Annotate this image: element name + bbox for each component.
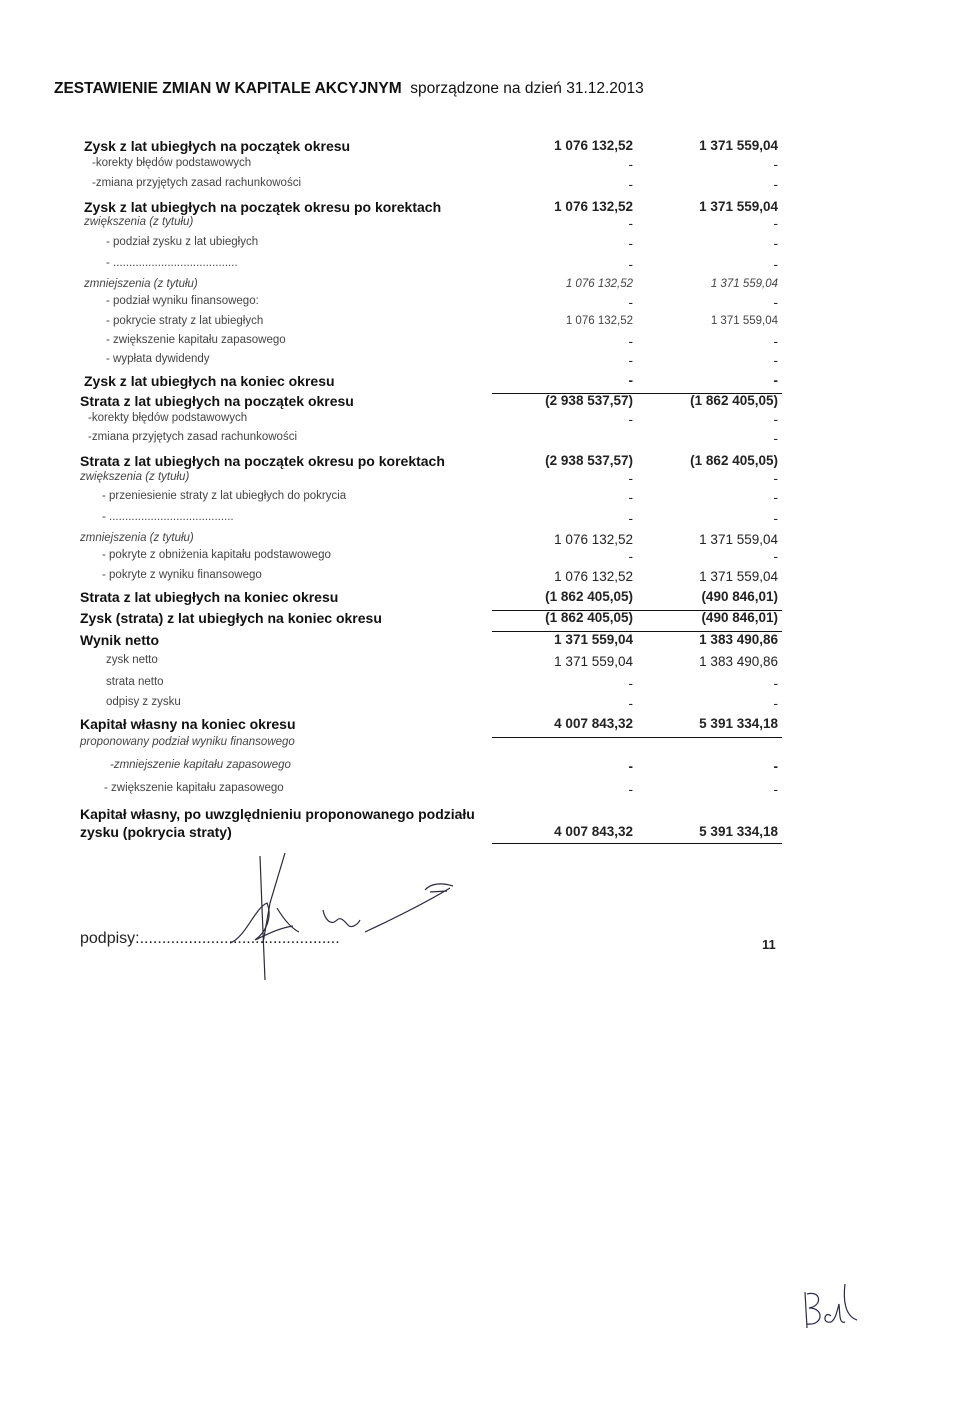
value-2013: - — [628, 676, 633, 691]
value-2013: 1 076 132,52 — [565, 278, 633, 290]
value-2013: (2 938 537,57) — [545, 453, 633, 468]
row-label: Kapitał własny na koniec okresu — [80, 716, 296, 732]
table-row — [0, 373, 960, 395]
table-row — [0, 759, 960, 781]
value-2012: 5 391 334,18 — [699, 716, 778, 731]
value-2013: - — [628, 782, 633, 797]
value-2013: - — [628, 549, 633, 564]
value-2012: 5 391 334,18 — [699, 824, 778, 839]
table-row — [0, 654, 960, 676]
row-label: - pokryte z obniżenia kapitału podstawowego — [102, 549, 331, 561]
value-2012: - — [773, 490, 778, 505]
table-row — [0, 782, 960, 804]
table-row — [0, 157, 960, 179]
value-2013: - — [628, 236, 633, 251]
value-2012: - — [773, 471, 778, 486]
row-label: - przeniesienie straty z lat ubiegłych do pokrycia — [102, 490, 347, 502]
value-2013: - — [628, 696, 633, 711]
value-2013: - — [628, 177, 633, 192]
value-2013: (1 862 405,05) — [545, 589, 633, 604]
table-row — [0, 490, 960, 512]
table-row — [0, 236, 960, 258]
value-2012: 1 383 490,86 — [699, 632, 778, 647]
table-row — [0, 716, 960, 738]
value-2013: - — [628, 511, 633, 526]
value-2012: 1 371 559,04 — [699, 569, 778, 584]
row-label: - podział wyniku finansowego: — [106, 295, 259, 307]
row-label: -zmniejszenie kapitału zapasowego — [110, 759, 291, 771]
value-2012: 1 383 490,86 — [699, 654, 778, 669]
handwritten-signature — [225, 848, 455, 988]
value-2013: - — [628, 373, 633, 388]
row-label: strata netto — [106, 676, 164, 688]
row-label: - wypłata dywidendy — [106, 353, 210, 365]
value-2013: (1 862 405,05) — [545, 610, 633, 625]
value-2012: (1 862 405,05) — [690, 393, 778, 408]
signature-label: podpisy:............................................. — [80, 930, 340, 947]
row-label: Strata z lat ubiegłych na koniec okresu — [80, 589, 339, 605]
initials-mark — [795, 1280, 865, 1340]
row-label: Zysk z lat ubiegłych na początek okresu po korektach — [84, 199, 442, 215]
value-2012: 1 371 559,04 — [710, 278, 778, 290]
value-2012: - — [773, 295, 778, 310]
row-label: odpisy z zysku — [106, 696, 181, 708]
value-2013: - — [628, 295, 633, 310]
row-label: zysku (pokrycia straty) — [80, 824, 232, 840]
row-label: zysk netto — [106, 654, 158, 666]
underline-kapital-koniec — [492, 737, 782, 738]
table-row — [0, 610, 960, 632]
value-2013: 1 076 132,52 — [565, 315, 633, 327]
row-label: Strata z lat ubiegłych na początek okresu — [80, 393, 354, 409]
row-label: Zysk z lat ubiegłych na początek okresu — [84, 138, 351, 154]
value-2013: 1 076 132,52 — [554, 199, 633, 214]
value-2013: 1 076 132,52 — [554, 138, 633, 153]
value-2013: - — [628, 353, 633, 368]
value-2013: - — [628, 412, 633, 427]
row-label: - ....................................... — [102, 511, 234, 523]
underline-zysk-koniec — [492, 393, 782, 394]
value-2013: - — [628, 216, 633, 231]
table-row — [0, 549, 960, 571]
table-row — [0, 589, 960, 611]
row-label: -zmiana przyjętych zasad rachunkowości — [92, 177, 302, 189]
row-label: Wynik netto — [80, 632, 160, 648]
row-label: - podział zysku z lat ubiegłych — [106, 236, 259, 248]
row-label: zmniejszenia (z tytułu) — [84, 278, 198, 290]
value-2013: - — [628, 490, 633, 505]
value-2013: 1 076 132,52 — [554, 532, 633, 547]
row-label: - ....................................... — [106, 257, 238, 269]
value-2012: - — [773, 177, 778, 192]
value-2012: (490 846,01) — [701, 610, 778, 625]
table-row — [0, 295, 960, 317]
table-row — [0, 569, 960, 591]
value-2013: 4 007 843,32 — [554, 824, 633, 839]
table-row — [0, 431, 960, 453]
value-2012: - — [773, 157, 778, 172]
table-row — [0, 177, 960, 199]
row-label: -korekty błędów podstawowych — [88, 412, 248, 424]
value-2013: 1 076 132,52 — [554, 569, 633, 584]
document-title: ZESTAWIENIE ZMIAN W KAPITALE AKCYJNYM sporządzone na dzień 31.12.2013 — [54, 80, 644, 97]
value-2013: - — [628, 157, 633, 172]
value-2013: - — [628, 759, 633, 774]
value-2012: - — [773, 373, 778, 388]
value-2013: - — [628, 257, 633, 272]
table-row — [0, 511, 960, 533]
table-row — [0, 696, 960, 718]
row-label: zwiększenia (z tytułu) — [84, 216, 194, 228]
underline-zysk-strata-koniec — [492, 631, 782, 632]
value-2012: - — [773, 257, 778, 272]
table-row — [0, 257, 960, 279]
row-label: zmniejszenia (z tytułu) — [80, 532, 194, 544]
value-2012: - — [773, 759, 778, 774]
value-2012: - — [773, 236, 778, 251]
value-2012: - — [773, 511, 778, 526]
table-row — [0, 632, 960, 654]
value-2012: - — [773, 782, 778, 797]
row-label: - zwiększenie kapitału zapasowego — [104, 782, 284, 794]
value-2012: - — [773, 676, 778, 691]
value-2012: - — [773, 353, 778, 368]
value-2012: 1 371 559,04 — [699, 532, 778, 547]
value-2013: 4 007 843,32 — [554, 716, 633, 731]
value-2012: - — [773, 549, 778, 564]
row-label: Zysk (strata) z lat ubiegłych na koniec okresu — [80, 610, 382, 626]
page-number: 11 — [762, 937, 776, 952]
table-row — [0, 736, 960, 758]
row-label: Strata z lat ubiegłych na początek okresu po korektach — [80, 453, 445, 469]
value-2013: - — [628, 334, 633, 349]
row-label: - pokrycie straty z lat ubiegłych — [106, 315, 264, 327]
table-row — [0, 824, 960, 846]
row-label: proponowany podział wyniku finansowego — [80, 736, 295, 748]
table-row — [0, 676, 960, 698]
value-2012: - — [773, 431, 778, 446]
value-2012: - — [773, 334, 778, 349]
value-2013: 1 371 559,04 — [554, 654, 633, 669]
value-2012: - — [773, 216, 778, 231]
value-2013: 1 371 559,04 — [554, 632, 633, 647]
table-row — [0, 216, 960, 238]
row-label: -korekty błędów podstawowych — [92, 157, 252, 169]
value-2012: (1 862 405,05) — [690, 453, 778, 468]
row-label: - pokryte z wyniku finansowego — [102, 569, 262, 581]
underline-kapital-po-podziale — [492, 843, 782, 844]
value-2012: - — [773, 696, 778, 711]
underline-strata-koniec — [492, 610, 782, 611]
value-2013: (2 938 537,57) — [545, 393, 633, 408]
row-label: Zysk z lat ubiegłych na koniec okresu — [84, 373, 335, 389]
row-label: - zwiększenie kapitału zapasowego — [106, 334, 286, 346]
value-2013: - — [628, 471, 633, 486]
row-label: -zmiana przyjętych zasad rachunkowości — [88, 431, 298, 443]
table-row — [0, 353, 960, 375]
row-label: Kapitał własny, po uwzględnieniu proponowanego podziału — [80, 806, 475, 822]
value-2012: 1 371 559,04 — [699, 138, 778, 153]
value-2012: - — [773, 412, 778, 427]
value-2012: 1 371 559,04 — [699, 199, 778, 214]
row-label: zwiększenia (z tytułu) — [80, 471, 190, 483]
value-2012: 1 371 559,04 — [710, 315, 778, 327]
value-2012: (490 846,01) — [701, 589, 778, 604]
